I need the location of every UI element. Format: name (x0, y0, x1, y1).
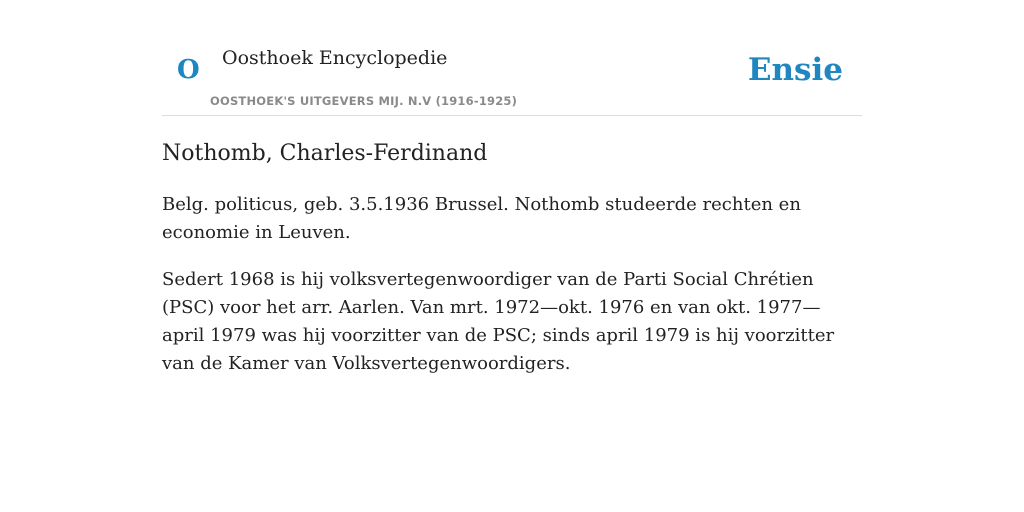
article-paragraph: Sedert 1968 is hij volksvertegenwoordiger van de Parti Social Chrétien (PSC) voor het arr. Aarlen. Van mrt. 1972—okt. 1976 en van okt. 1977—april 1979 was hij voorzitter van de PSC; sinds april 1979 is hij voorzitter van de Kamer van Volksvertegenwoordigers. (162, 269, 835, 374)
site-subtitle: OOSTHOEK'S UITGEVERS MIJ. N.V (1916-1925) (210, 94, 518, 108)
site-title: Oosthoek Encyclopedie (222, 47, 448, 69)
site-header (162, 36, 862, 116)
article-title: Nothomb, Charles-Ferdinand (162, 141, 488, 166)
publisher-logo-link[interactable]: O (177, 55, 200, 85)
article (162, 138, 862, 378)
article-paragraph: Belg. politicus, geb. 3.5.1936 Brussel. Nothomb studeerde rechten en economie in Leuven. (162, 194, 801, 243)
ensie-brand-link[interactable]: Ensie (747, 52, 843, 88)
